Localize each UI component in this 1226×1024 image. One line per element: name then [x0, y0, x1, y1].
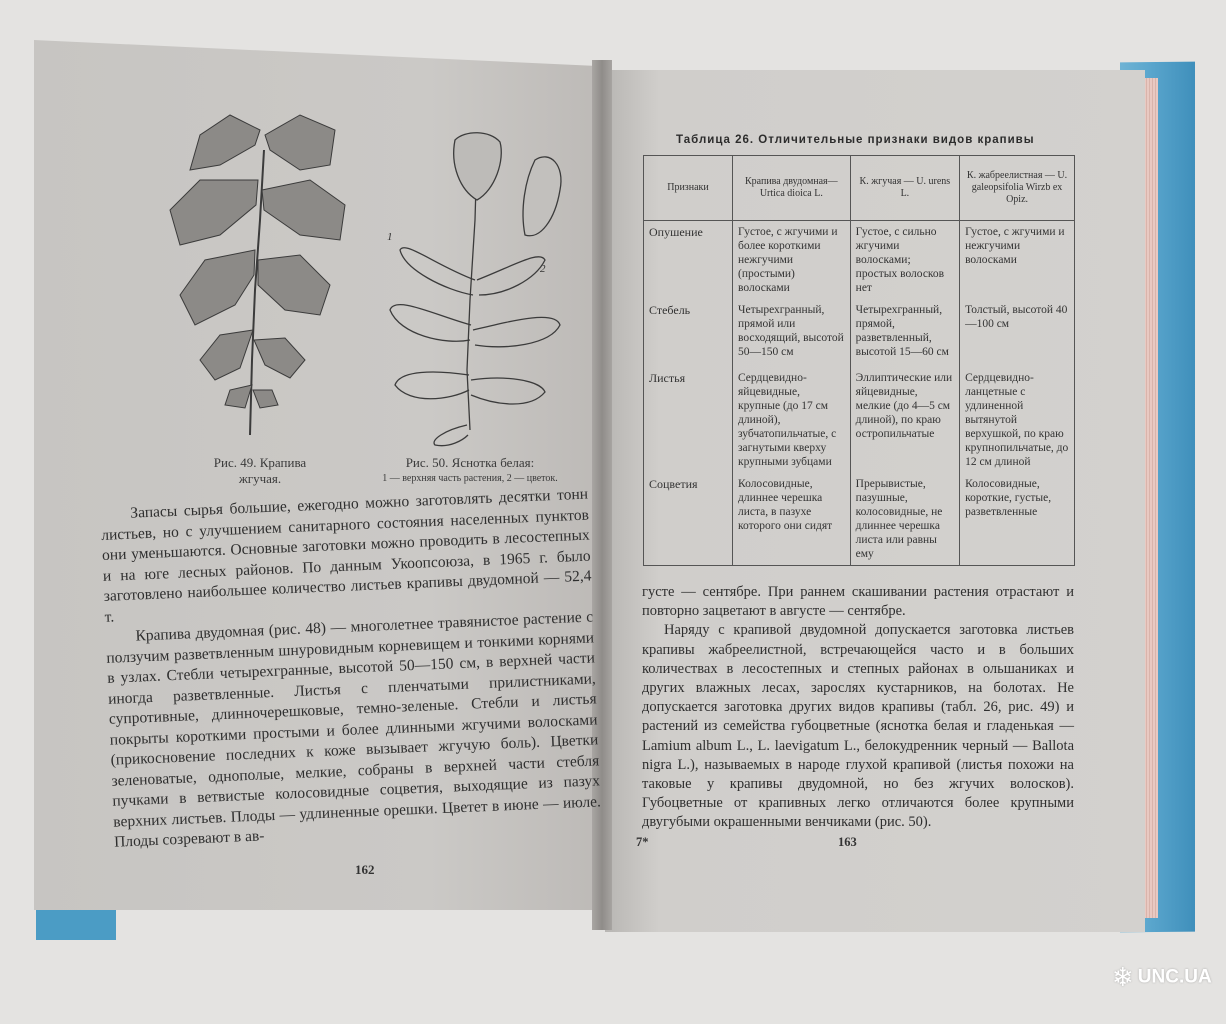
table-cell: Толстый, высотой 40—100 см [960, 299, 1075, 367]
snowflake-icon: ❄ [1112, 962, 1134, 992]
table-cell: Густое, с сильно жгучими волосками; простых волосков нет [850, 221, 959, 300]
table-row-label: Стебель [644, 299, 733, 367]
table-header-cell: К. жгучая — U. urens L. [850, 156, 959, 221]
fig50-caption [345, 455, 595, 487]
fig49-caption-line1: Рис. 49. Крапива [213, 455, 307, 470]
table-header-cell: Признаки [644, 156, 733, 221]
table-cell: Четырехгранный, прямой, разветвленный, высотой 15—60 см [850, 299, 959, 367]
page-number-right: 163 [838, 835, 857, 849]
table-row [644, 473, 1075, 566]
left-paragraph-1: Запасы сырья большие, ежегодно можно заготовлять десятки тонн листьев, но с улучшением санитарного состояния населенных пунктов они уменьшаются. Основные заготовки можно проводить в лесостепных и на юге лесных районов. По данным Укоопсоюза, в 1965 г. было заготовлено наибольшее количество листьев крапивы двудомной — 52,4 т. [100, 485, 592, 626]
table-cell: Четырехгранный, прямой или восходящий, высотой 50—150 см [733, 299, 851, 367]
fig50-caption-line2: 1 — верхняя часть растения, 2 — цветок. [382, 473, 558, 484]
signature-mark: 7* [636, 835, 649, 849]
right-paragraph-1: густе — сентябре. При раннем скашивании растения отрастают и повторно зацветают в августе — сентябре. [642, 584, 1074, 620]
fig49-caption-line2: жгучая. [238, 471, 282, 486]
table-cell: Сердцевидно-ланцетные с удлиненной вытянутой верхушкой, по краю крупнопильчатые, до 12 см длиной [960, 367, 1075, 473]
left-paragraph-2: Крапива двудомная (рис. 48) — многолетнее травянистое растение с ползучим разветвленным шнуровидным корневищем и тонкими корнями в узлах. Стебли четырехгранные, высотой 50—150 см, в верхней части иногда разветвленные. Листья с пленчатыми прилистниками, супротивные, длинночерешковые, темно-зеленые. Стебли и листья покрыты короткими простыми и более длинными жгучими волосками (прикосновение последних к коже вызывает жгучую боль). Цветки зеленоватые, однополые, мелкие, собраны в верхней части стебля пучками в ветвистые колосовидные соцветия, выходящие из пазух верхних листьев. Плоды — удлиненные орешки. Цветет в июне — июле. Плоды созревают в ав- [106, 608, 602, 851]
table-row-label: Опушение [644, 221, 733, 300]
left-page-body [100, 485, 602, 854]
table-cell: Сердцевидно-яйцевидные, крупные (до 17 см длиной), зубчатопильчатые, с загнутыми кверху крупными зубцами [733, 367, 851, 473]
nettle-illustration [160, 110, 360, 440]
table-cell: Эллиптические или яйцевидные, мелкие (до 4—5 см длиной), по краю остропильчатые [850, 367, 959, 473]
table-cell: Колосовидные, короткие, густые, разветвленные [960, 473, 1075, 566]
table-title: Таблица 26. Отличительные признаки видов крапивы [676, 134, 1035, 146]
page-number-left: 162 [355, 862, 375, 877]
fig50-label-1: 1 [387, 231, 393, 243]
table-header-cell: К. жабреелистная — U. galeopsifolia Wirzb ex Opiz. [960, 156, 1075, 221]
watermark-text: UNC.UA [1137, 966, 1212, 988]
table-row [644, 221, 1075, 300]
fig50-label-2: 2 [540, 263, 546, 275]
table-cell: Прерывистые, пазушные, колосовидные, не длиннее черешка листа или равны ему [850, 473, 959, 566]
table-cell: Густое, с жгучими и нежгучими волосками [960, 221, 1075, 300]
table-row-label: Соцветия [644, 473, 733, 566]
table-header-row [644, 156, 1075, 221]
right-paragraph-2: Наряду с крапивой двудомной допускается заготовка листьев крапивы жабреелистной, встречающейся часто и в больших количествах в лесостепных и степных районах в ольшаниках и других влажных лесах, зарослях кустарников, на болотах. Не допускается заготовка других видов крапивы (табл. 26, рис. 49) и растений из семейства губоцветные (яснотка белая и гладенькая — Lamium album L., L. laevigatum L., белокудренник черный — Ballota nigra L.), называемых в народе глухой крапивой (листья похожи на таковые у крапивы двудомной, но без жгучих волосков). Губоцветные от крапивных легко отличаются более крупными двугубыми окрашенными венчиками (рис. 50). [642, 622, 1074, 831]
table-row-label: Листья [644, 367, 733, 473]
table-row [644, 299, 1075, 367]
table-row [644, 367, 1075, 473]
table-cell: Густое, с жгучими и более короткими нежгучими (простыми) волосками [733, 221, 851, 300]
comparison-table [643, 155, 1075, 566]
fig49-caption [185, 455, 335, 487]
table-header-cell: Крапива двудомная— Urtica dioica L. [733, 156, 851, 221]
right-page-body [642, 583, 1074, 833]
table-cell: Колосовидные, длиннее черешка листа, в пазухе которого они сидят [733, 473, 851, 566]
fig50-caption-line1: Рис. 50. Яснотка белая: [405, 455, 535, 470]
watermark [1112, 962, 1212, 993]
dead-nettle-illustration [375, 130, 595, 450]
